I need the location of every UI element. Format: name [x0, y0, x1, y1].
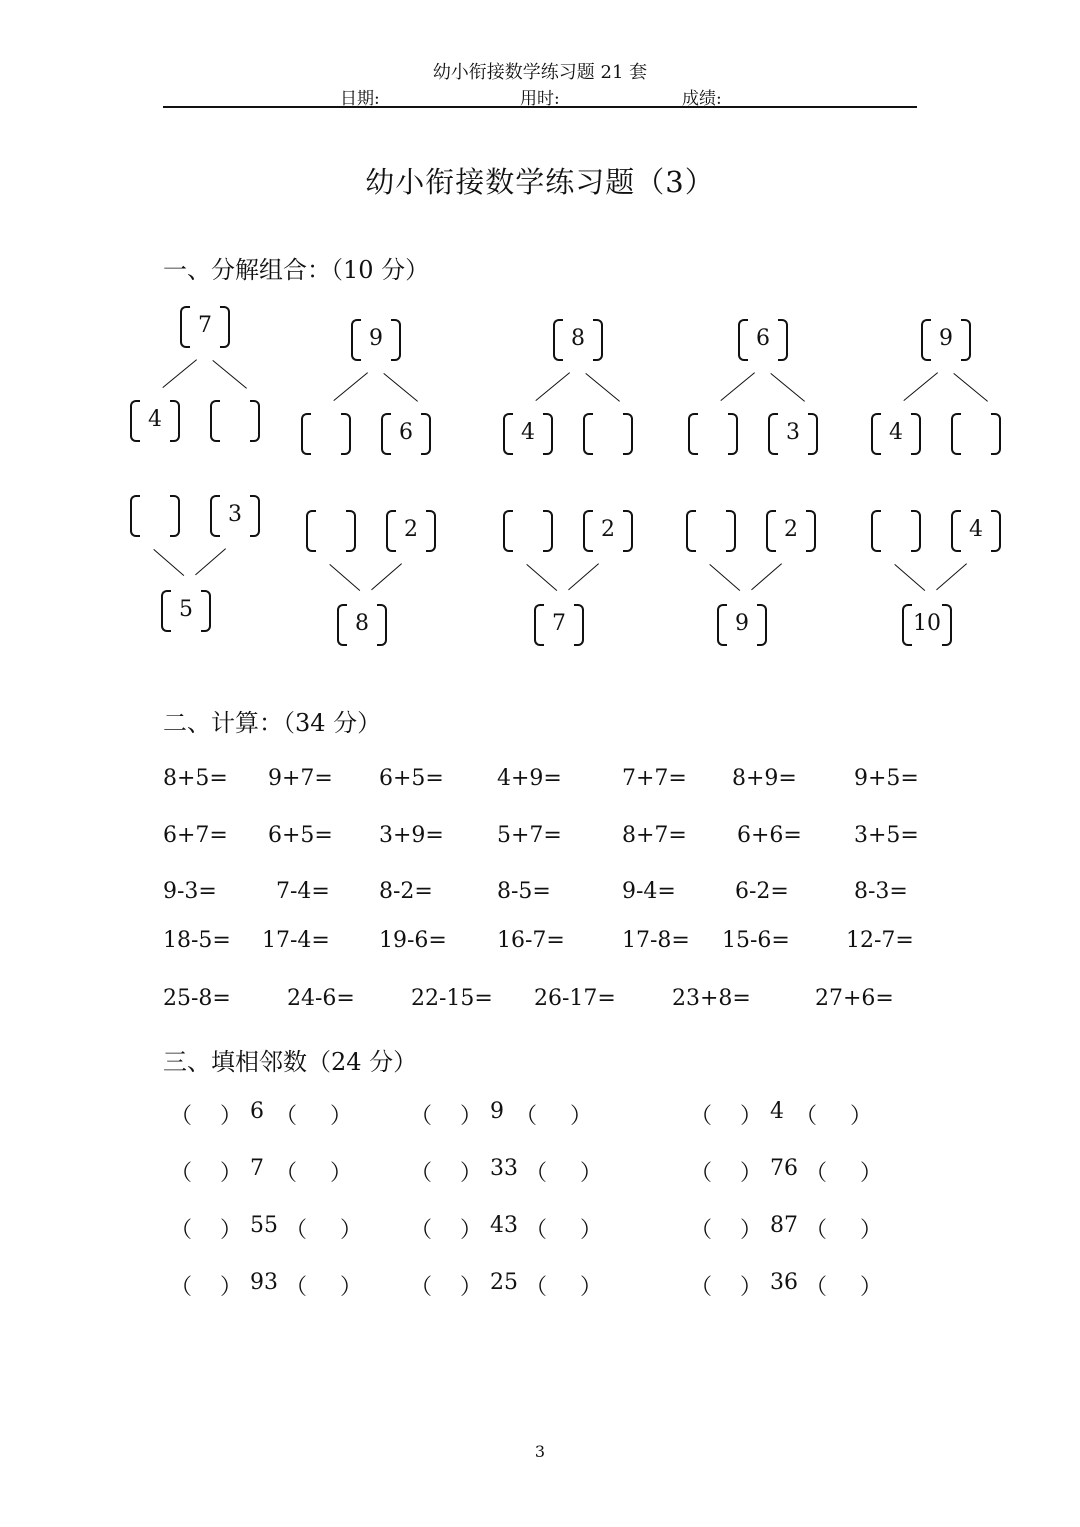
merge-left-box[interactable] [306, 510, 356, 552]
split-top-box [553, 319, 603, 361]
merge-line-left [526, 564, 557, 591]
header-title: 幼小衔接数学练习题 21 套 [432, 62, 648, 83]
neighbor-number: 9 [490, 1099, 504, 1124]
blank-after-open[interactable]: （ [515, 1104, 538, 1129]
bracket-right [911, 510, 921, 552]
bracket-left [301, 413, 311, 455]
split-left-box[interactable] [688, 413, 738, 455]
bracket-value: 3 [786, 420, 800, 445]
blank-before-open[interactable]: （ [170, 1104, 193, 1129]
split-line-left [720, 372, 755, 401]
split-right-box[interactable] [951, 413, 1001, 455]
bracket-left [951, 413, 961, 455]
calc-problem: 7-4= [276, 879, 330, 904]
calc-problem: 8-3= [854, 879, 908, 904]
blank-before-open[interactable]: （ [410, 1161, 433, 1186]
calc-problem: 6+5= [268, 823, 333, 848]
blank-after-open[interactable]: （ [805, 1275, 828, 1300]
blank-after-open[interactable]: （ [805, 1218, 828, 1243]
bracket-value: 5 [179, 597, 193, 622]
blank-before-close[interactable]: ） [460, 1104, 483, 1129]
calc-problem: 9+7= [268, 766, 333, 791]
merge-left-box[interactable] [686, 510, 736, 552]
blank-after-close[interactable]: ） [330, 1104, 353, 1129]
split-left-box [503, 413, 553, 455]
bracket-right [728, 413, 738, 455]
bracket-right [623, 413, 633, 455]
bracket-value: 4 [969, 517, 983, 542]
blank-before-close[interactable]: ） [460, 1275, 483, 1300]
blank-after-close[interactable]: ） [860, 1275, 883, 1300]
blank-before-close[interactable]: ） [220, 1161, 243, 1186]
blank-after-close[interactable]: ） [330, 1161, 353, 1186]
split-line-left [903, 372, 938, 401]
calc-problem: 3+5= [854, 823, 919, 848]
calc-problem: 5+7= [497, 823, 562, 848]
split-line-right [770, 373, 805, 402]
split-line-left [162, 359, 197, 388]
blank-before-open[interactable]: （ [410, 1218, 433, 1243]
section-calculate-title: 二、计算：（34 分） [163, 709, 382, 737]
merge-right-box [766, 510, 816, 552]
blank-after-close[interactable]: ） [850, 1104, 873, 1129]
bracket-value: 7 [552, 611, 566, 636]
split-left-box [130, 400, 180, 442]
blank-after-open[interactable]: （ [525, 1275, 548, 1300]
bracket-value: 6 [399, 420, 413, 445]
neighbor-number: 43 [490, 1213, 518, 1238]
merge-line-right [195, 548, 226, 575]
merge-line-left [894, 564, 925, 591]
calc-problem: 18-5= [163, 928, 231, 953]
calc-problem: 19-6= [379, 928, 447, 953]
calc-problem: 8+5= [163, 766, 228, 791]
bracket-value: 9 [369, 326, 383, 351]
calc-problem: 12-7= [846, 928, 914, 953]
blank-after-close[interactable]: ） [860, 1161, 883, 1186]
merge-right-box [583, 510, 633, 552]
bracket-value: 4 [148, 407, 162, 432]
split-right-box[interactable] [583, 413, 633, 455]
blank-before-close[interactable]: ） [740, 1218, 763, 1243]
blank-before-close[interactable]: ） [740, 1104, 763, 1129]
bracket-right [543, 510, 553, 552]
bracket-value: 3 [228, 502, 242, 527]
merge-line-left [709, 564, 740, 591]
time-label: 用时: [520, 89, 560, 109]
calc-problem: 25-8= [163, 986, 231, 1011]
split-line-right [383, 373, 418, 402]
split-top-box [921, 319, 971, 361]
bracket-left [583, 413, 593, 455]
merge-bottom-box [902, 604, 952, 646]
blank-after-close[interactable]: ） [340, 1275, 363, 1300]
neighbor-number: 6 [250, 1099, 264, 1124]
calc-problem: 15-6= [722, 928, 790, 953]
bracket-right [991, 413, 1001, 455]
bracket-left [871, 510, 881, 552]
split-line-right [212, 360, 247, 389]
bracket-left [130, 495, 140, 537]
bracket-value: 8 [571, 326, 585, 351]
bracket-value: 7 [198, 313, 212, 338]
neighbor-number: 36 [770, 1270, 798, 1295]
blank-before-close[interactable]: ） [740, 1275, 763, 1300]
blank-before-open[interactable]: （ [410, 1104, 433, 1129]
merge-right-box [951, 510, 1001, 552]
section-neighbors-title: 三、填相邻数（24 分） [163, 1048, 418, 1076]
blank-after-close[interactable]: ） [580, 1161, 603, 1186]
merge-line-right [936, 563, 967, 590]
neighbor-number: 25 [490, 1270, 518, 1295]
bracket-value: 2 [404, 517, 418, 542]
blank-after-open[interactable]: （ [275, 1161, 298, 1186]
calc-problem: 16-7= [497, 928, 565, 953]
page-number: 3 [534, 1442, 546, 1461]
merge-line-right [371, 563, 402, 590]
bracket-value: 8 [355, 611, 369, 636]
bracket-value: 9 [939, 326, 953, 351]
calc-problem: 17-4= [262, 928, 330, 953]
neighbor-number: 7 [250, 1156, 264, 1181]
neighbor-number: 93 [250, 1270, 278, 1295]
calc-problem: 6+6= [737, 823, 802, 848]
blank-before-close[interactable]: ） [460, 1161, 483, 1186]
merge-bottom-box [161, 590, 211, 632]
blank-before-open[interactable]: （ [690, 1104, 713, 1129]
blank-after-open[interactable]: （ [275, 1104, 298, 1129]
merge-left-box[interactable] [503, 510, 553, 552]
bracket-left [686, 510, 696, 552]
bracket-value: 6 [756, 326, 770, 351]
bracket-right [341, 413, 351, 455]
calc-problem: 7+7= [622, 766, 687, 791]
calc-problem: 9+5= [854, 766, 919, 791]
split-line-right [953, 373, 988, 402]
blank-before-close[interactable]: ） [460, 1218, 483, 1243]
bracket-right [170, 495, 180, 537]
split-left-box [871, 413, 921, 455]
blank-before-open[interactable]: （ [410, 1275, 433, 1300]
blank-before-open[interactable]: （ [170, 1161, 193, 1186]
blank-after-open[interactable]: （ [285, 1218, 308, 1243]
calc-problem: 3+9= [379, 823, 444, 848]
split-top-box [180, 306, 230, 348]
blank-before-close[interactable]: ） [220, 1275, 243, 1300]
calc-problem: 4+9= [497, 766, 562, 791]
blank-before-open[interactable]: （ [170, 1275, 193, 1300]
blank-after-open[interactable]: （ [795, 1104, 818, 1129]
neighbor-number: 55 [250, 1213, 278, 1238]
merge-line-right [751, 563, 782, 590]
calc-problem: 17-8= [622, 928, 690, 953]
merge-right-box [210, 495, 260, 537]
merge-right-box [386, 510, 436, 552]
blank-before-close[interactable]: ） [740, 1161, 763, 1186]
neighbor-number: 4 [770, 1099, 784, 1124]
merge-line-left [153, 549, 184, 576]
split-top-box [351, 319, 401, 361]
blank-after-close[interactable]: ） [580, 1275, 603, 1300]
calc-problem: 6+5= [379, 766, 444, 791]
blank-after-open[interactable]: （ [525, 1218, 548, 1243]
bracket-value: 4 [889, 420, 903, 445]
bracket-right [726, 510, 736, 552]
split-right-box [768, 413, 818, 455]
page-title: 幼小衔接数学练习题（3） [365, 165, 715, 199]
bracket-left [210, 400, 220, 442]
calc-problem: 9-3= [163, 879, 217, 904]
neighbor-number: 87 [770, 1213, 798, 1238]
split-right-box[interactable] [210, 400, 260, 442]
bracket-left [503, 510, 513, 552]
calc-problem: 6-2= [735, 879, 789, 904]
blank-after-close[interactable]: ） [570, 1104, 593, 1129]
calc-problem: 6+7= [163, 823, 228, 848]
calc-problem: 8-5= [497, 879, 551, 904]
blank-before-close[interactable]: ） [220, 1218, 243, 1243]
bracket-value: 4 [521, 420, 535, 445]
split-right-box [381, 413, 431, 455]
bracket-value: 9 [735, 611, 749, 636]
merge-left-box[interactable] [871, 510, 921, 552]
bracket-right [250, 400, 260, 442]
calc-problem: 26-17= [534, 986, 616, 1011]
calc-problem: 23+8= [672, 986, 751, 1011]
calc-problem: 24-6= [287, 986, 355, 1011]
split-left-box[interactable] [301, 413, 351, 455]
bracket-left [306, 510, 316, 552]
bracket-value: 2 [784, 517, 798, 542]
split-line-left [333, 372, 368, 401]
blank-after-open[interactable]: （ [525, 1161, 548, 1186]
split-line-right [585, 373, 620, 402]
calc-problem: 8+9= [732, 766, 797, 791]
blank-before-close[interactable]: ） [220, 1104, 243, 1129]
bracket-right [346, 510, 356, 552]
bracket-value: 10 [913, 611, 941, 636]
calc-problem: 27+6= [815, 986, 894, 1011]
merge-line-right [568, 563, 599, 590]
calc-problem: 9-4= [622, 879, 676, 904]
merge-line-left [329, 564, 360, 591]
blank-after-close[interactable]: ） [860, 1218, 883, 1243]
split-line-left [535, 372, 570, 401]
section-decompose-title: 一、分解组合：（10 分） [163, 256, 430, 284]
blank-after-close[interactable]: ） [340, 1218, 363, 1243]
bracket-value: 2 [601, 517, 615, 542]
neighbor-number: 76 [770, 1156, 798, 1181]
calc-problem: 8-2= [379, 879, 433, 904]
split-top-box [738, 319, 788, 361]
merge-bottom-box [337, 604, 387, 646]
header-rule [163, 106, 917, 108]
blank-after-open[interactable]: （ [805, 1161, 828, 1186]
calc-problem: 8+7= [622, 823, 687, 848]
date-label: 日期: [340, 89, 380, 109]
neighbor-number: 33 [490, 1156, 518, 1181]
merge-bottom-box [534, 604, 584, 646]
blank-before-open[interactable]: （ [690, 1161, 713, 1186]
merge-bottom-box [717, 604, 767, 646]
calc-problem: 22-15= [411, 986, 493, 1011]
blank-after-close[interactable]: ） [580, 1218, 603, 1243]
blank-before-open[interactable]: （ [170, 1218, 193, 1243]
blank-after-open[interactable]: （ [285, 1275, 308, 1300]
bracket-left [688, 413, 698, 455]
score-label: 成绩: [682, 89, 722, 109]
blank-before-open[interactable]: （ [690, 1218, 713, 1243]
blank-before-open[interactable]: （ [690, 1275, 713, 1300]
merge-left-box[interactable] [130, 495, 180, 537]
